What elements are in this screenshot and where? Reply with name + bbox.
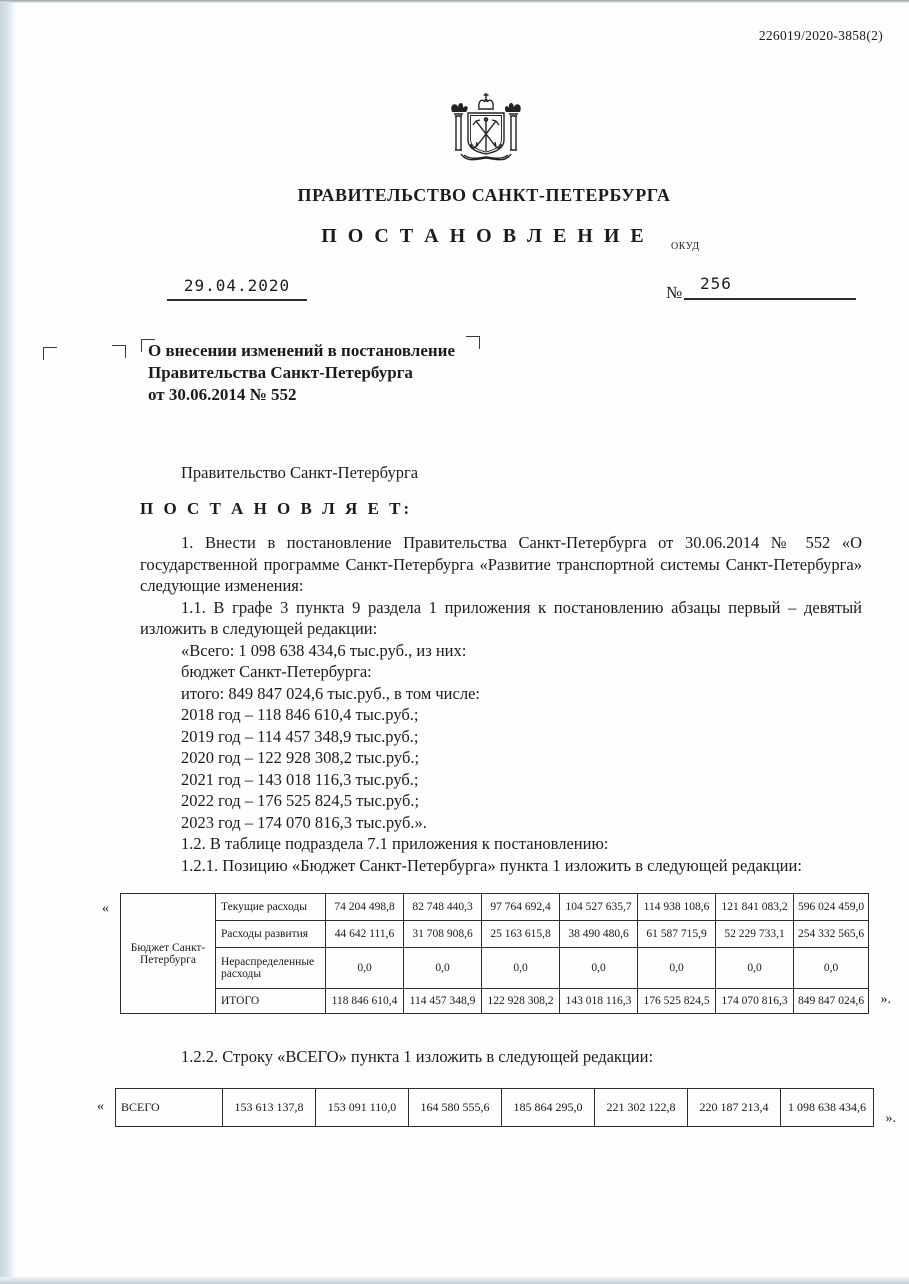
quote-line: бюджет Санкт-Петербурга:	[181, 662, 372, 681]
close-quote-mark: ».	[880, 992, 891, 1007]
value-cell: 185 864 295,0	[502, 1089, 595, 1127]
value-cell: 221 302 122,8	[595, 1089, 688, 1127]
row-header-cell: Бюджет Санкт-Петербурга	[121, 894, 216, 1014]
open-quote-mark: «	[97, 1099, 104, 1114]
title-line: от 30.06.2014 № 552	[148, 384, 297, 404]
quote-line: 2021 год – 143 018 116,3 тыс.руб.;	[181, 769, 419, 789]
date-field: 29.04.2020	[167, 276, 307, 301]
title-line: Правительства Санкт-Петербурга	[148, 362, 413, 382]
budget-table	[120, 893, 869, 1014]
document-type-heading: П О С Т А Н О В Л Е Н И Е	[321, 225, 647, 247]
value-cell: 44 642 111,6	[326, 921, 404, 948]
resolves-heading: П О С Т А Н О В Л Я Е Т:	[140, 498, 413, 518]
value-cell: 143 018 116,3	[560, 989, 638, 1014]
intro-line: Правительство Санкт-Петербурга	[181, 463, 419, 482]
table-row	[121, 894, 869, 921]
number-field: 256	[684, 274, 856, 300]
paragraph-1-2-2-block	[140, 1046, 862, 1076]
table-row	[121, 989, 869, 1014]
row-label-cell: Текущие расходы	[216, 894, 326, 921]
paragraph-1-2: 1.2. В таблице подраздела 7.1 приложения к постановлению:	[181, 834, 609, 853]
paragraph-1-2-1: 1.2.1. Позицию «Бюджет Санкт-Петербурга» пункта 1 изложить в следующей редакции:	[181, 855, 802, 875]
value-cell: 596 024 459,0	[794, 894, 869, 921]
value-cell: 0,0	[638, 948, 716, 989]
quote-line: «Всего: 1 098 638 434,6 тыс.руб., из них:	[181, 640, 467, 660]
row-label-cell: Нераспределенные расходы	[216, 948, 326, 989]
scan-edge-left	[0, 0, 15, 1284]
value-cell: 0,0	[404, 948, 482, 989]
document-title	[148, 340, 488, 405]
quote-line: 2023 год – 174 070 816,3 тыс.руб.».	[181, 812, 427, 832]
quote-line: 2019 год – 114 457 348,9 тыс.руб.;	[181, 726, 419, 746]
paragraph-1-1: 1.1. В графе 3 пункта 9 раздела 1 приложения к постановлению абзацы первый – девятый изложить в следующей редакции:	[140, 597, 862, 638]
quote-line: итого: 849 847 024,6 тыс.руб., в том числе:	[181, 683, 480, 703]
scan-edge-bottom	[0, 1277, 909, 1284]
value-cell: 153 613 137,8	[223, 1089, 316, 1127]
value-cell: 118 846 610,4	[326, 989, 404, 1014]
corner-mark	[43, 347, 57, 360]
quote-line: 2020 год – 122 928 308,2 тыс.руб.;	[181, 748, 420, 767]
close-quote-mark: ».	[885, 1111, 896, 1126]
value-cell: 114 938 108,6	[638, 894, 716, 921]
value-cell: 82 748 440,3	[404, 894, 482, 921]
corner-mark	[112, 345, 126, 358]
value-cell: 61 587 715,9	[638, 921, 716, 948]
value-cell: 849 847 024,6	[794, 989, 869, 1014]
table-row	[116, 1089, 874, 1127]
value-cell: 254 332 565,6	[794, 921, 869, 948]
okud-label: ОКУД	[671, 241, 700, 252]
total-table-block	[97, 1088, 896, 1127]
row-label-cell: ИТОГО	[216, 989, 326, 1014]
value-cell: 38 490 480,6	[560, 921, 638, 948]
scan-edge-top	[0, 0, 909, 3]
total-table	[115, 1088, 874, 1127]
value-cell: 220 187 213,4	[688, 1089, 781, 1127]
paragraph-1-2-2: 1.2.2. Строку «ВСЕГО» пункта 1 изложить в следующей редакции:	[181, 1047, 654, 1066]
value-cell: 176 525 824,5	[638, 989, 716, 1014]
number-sign: №	[666, 283, 683, 302]
budget-table-block	[102, 893, 891, 1014]
government-name: ПРАВИТЕЛЬСТВО САНКТ-ПЕТЕРБУРГА	[297, 185, 671, 205]
value-cell: 74 204 498,8	[326, 894, 404, 921]
open-quote-mark: «	[102, 901, 109, 916]
title-line: О внесении изменений в постановление	[148, 341, 455, 360]
value-cell: 0,0	[560, 948, 638, 989]
row-label-cell: Расходы развития	[216, 921, 326, 948]
value-cell: 114 457 348,9	[404, 989, 482, 1014]
value-cell: 31 708 908,6	[404, 921, 482, 948]
value-cell: 121 841 083,2	[716, 894, 794, 921]
value-cell: 0,0	[326, 948, 404, 989]
value-cell: 0,0	[794, 948, 869, 989]
row-label-cell: ВСЕГО	[116, 1089, 223, 1127]
value-cell: 25 163 615,8	[482, 921, 560, 948]
value-cell: 122 928 308,2	[482, 989, 560, 1014]
value-cell: 0,0	[482, 948, 560, 989]
value-cell: 52 229 733,1	[716, 921, 794, 948]
quote-line: 2022 год – 176 525 824,5 тыс.руб.;	[181, 791, 420, 810]
table-row	[121, 948, 869, 989]
coat-of-arms-icon	[444, 90, 528, 168]
value-cell: 104 527 635,7	[560, 894, 638, 921]
value-cell: 0,0	[716, 948, 794, 989]
quote-line: 2018 год – 118 846 610,4 тыс.руб.;	[181, 705, 419, 724]
document-body	[140, 462, 862, 876]
value-cell: 1 098 638 434,6	[781, 1089, 874, 1127]
document-reference-number: 226019/2020-3858(2)	[758, 28, 883, 43]
table-row	[121, 921, 869, 948]
value-cell: 174 070 816,3	[716, 989, 794, 1014]
value-cell: 164 580 555,6	[409, 1089, 502, 1127]
paragraph-1: 1. Внести в постановление Правительства Санкт-Петербурга от 30.06.2014 № 552 «О государственной программе Санкт-Петербурга «Развитие транспортной системы Санкт-Петербурга» следующие изменения:	[140, 533, 862, 595]
value-cell: 97 764 692,4	[482, 894, 560, 921]
value-cell: 153 091 110,0	[316, 1089, 409, 1127]
